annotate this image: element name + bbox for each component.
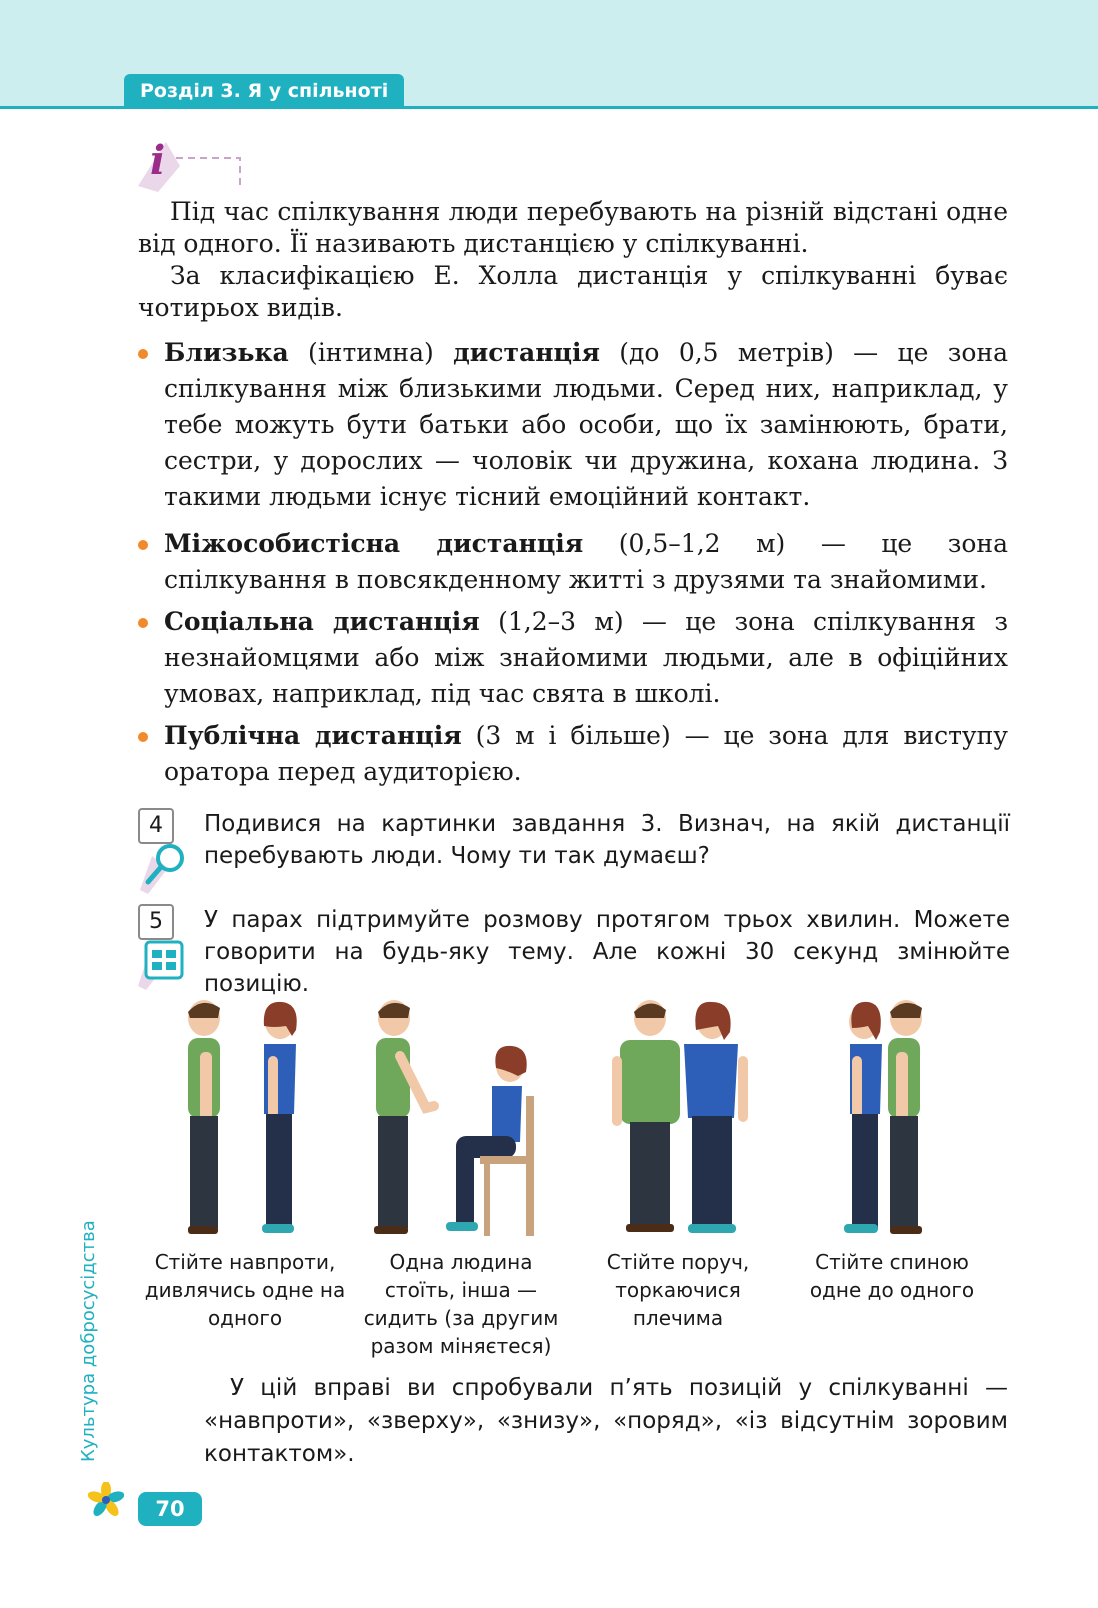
term-close: Близька	[164, 338, 289, 367]
task-4-text: Подивися на картинки завдання 3. Визнач, на якій дистанції перебувають люди. Чому ти так думаєш?	[204, 811, 1010, 869]
figure-standing-sitting	[360, 996, 550, 1242]
svg-text:i: i	[150, 137, 166, 184]
person-standing-boy	[374, 1000, 434, 1234]
figure-back-to-back	[830, 996, 940, 1242]
person-front-girl	[684, 1002, 748, 1233]
task-number: 4	[138, 808, 174, 844]
caption-standing-sitting: Одна людина стоїть, інша — сидить (за другим разом міняєтеся)	[363, 1250, 559, 1358]
desc-public: — це зона для виступу оратора перед аудиторією.	[164, 721, 1009, 786]
distance-item-interpersonal	[138, 526, 1008, 598]
page-number: 70	[138, 1492, 202, 1526]
person-girl-back	[844, 1002, 882, 1233]
info-icon	[136, 136, 248, 194]
range-close: (до 0,5 метрів)	[599, 338, 834, 367]
distance-item-public	[138, 718, 1008, 790]
term-public: Публічна дистанція	[164, 721, 462, 750]
term-distance: дистанція	[453, 338, 600, 367]
intro-paragraph-2: За класифікацією Е. Холла дистанція у спілкуванні буває чотирьох видів.	[138, 261, 1008, 322]
desc-interpersonal: — це зона спілкування в повсякденному житті з друзями та знайомими.	[164, 529, 1008, 594]
person-boy	[188, 1000, 220, 1234]
chapter-tab: Розділ 3. Я у спільноті	[124, 74, 404, 108]
bullet-dot	[138, 349, 148, 359]
figure-face-to-face	[172, 996, 312, 1242]
term-interpersonal: Міжособистісна дистанція	[164, 529, 584, 558]
term-social: Соціальна дистанція	[164, 607, 480, 636]
pair-hands-icon	[138, 934, 190, 990]
task-number: 5	[138, 904, 174, 940]
range-interpersonal: (0,5–1,2 м)	[583, 529, 786, 558]
bullet-dot	[138, 732, 148, 742]
bullet-dot	[138, 618, 148, 628]
caption-side-by-side: Стійте поруч, торкаючися плечима	[606, 1250, 750, 1330]
person-girl	[262, 1002, 297, 1233]
bullet-dot	[138, 540, 148, 550]
desc-close: — це зона спілкування між близькими людьми. Серед них, наприклад, у тебе можуть бути батьки або особи, що їх замінюють, брати, сестри, у дорослих — чоловік чи дружина, кохана людина. З такими людьми існує тісний емоційний контакт.	[164, 338, 1008, 511]
desc-social: — це зона спілкування з незнайомцями або між знайомими людьми, але в офіційних умовах, наприклад, під час свята в школі.	[164, 607, 1008, 708]
person-boy-back	[888, 1000, 922, 1234]
flower-icon	[88, 1482, 124, 1518]
person-sitting-girl	[446, 1046, 534, 1236]
caption-face-to-face: Стійте навпроти, дивлячись одне на одного	[144, 1250, 346, 1330]
side-section-label: Культура добросусідства	[78, 1220, 99, 1462]
task-5-text: У парах підтримуйте розмову протягом трьох хвилин. Можете говорити на будь-яку тему. Але кожні 30 секунд змінюйте позицію.	[204, 907, 1010, 997]
caption-back-to-back: Стійте спиною одне до одного	[809, 1250, 975, 1302]
intro-paragraph-1: Під час спілкування люди перебувають на різній відстані одне від одного. Її називають дистанцією у спілкуванні.	[138, 197, 1008, 258]
distance-item-close	[138, 335, 1008, 515]
person-front-boy	[612, 1000, 680, 1232]
range-social: (1,2–3 м)	[479, 607, 624, 636]
summary-paragraph: У цій вправі ви спробували п’ять позицій у спілкуванні — «навпроти», «зверху», «знизу», «поряд», «із відсутнім зоровим контактом».	[204, 1375, 1008, 1467]
term-paren: (інтимна)	[288, 338, 454, 367]
figure-side-by-side	[612, 996, 752, 1242]
range-public: (3 м і більше)	[461, 721, 671, 750]
magnifier-icon	[138, 838, 190, 894]
distance-item-social	[138, 604, 1008, 712]
